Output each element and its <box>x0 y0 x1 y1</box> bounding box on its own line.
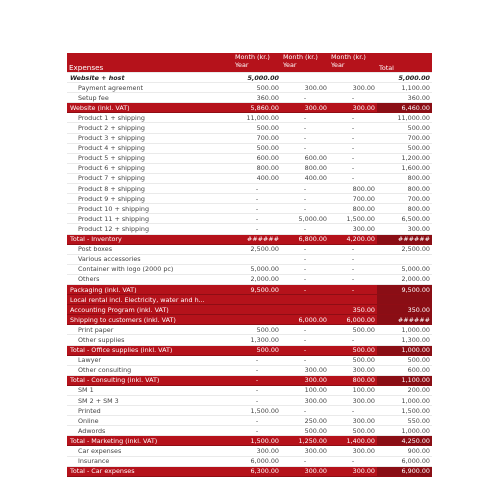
total-cell <box>377 254 432 264</box>
total-cell: 350.00 <box>377 305 432 315</box>
value-cell: 1,500.00 <box>233 436 281 446</box>
value-cell: 800.00 <box>329 204 377 214</box>
value-cell: 6,000.00 <box>233 456 281 466</box>
value-cell: 350.00 <box>329 305 377 315</box>
value-cell: - <box>233 396 281 406</box>
value-cell: 300.00 <box>281 83 329 93</box>
value-cell: 500.00 <box>233 83 281 93</box>
value-cell: 360.00 <box>233 93 281 103</box>
value-cell: - <box>233 194 281 204</box>
value-cell <box>281 73 329 83</box>
value-cell: - <box>281 284 329 294</box>
row-label: Payment agreement <box>67 83 233 93</box>
table-row <box>67 214 432 224</box>
value-cell: 300.00 <box>329 103 377 113</box>
value-cell: 11,000.00 <box>233 113 281 123</box>
value-cell: - <box>281 254 329 264</box>
total-cell: 1,600.00 <box>377 163 432 173</box>
value-cell: 1,250.00 <box>281 436 329 446</box>
total-cell: 1,300.00 <box>377 335 432 345</box>
value-cell: 300.00 <box>329 396 377 406</box>
row-label: Various accessories <box>67 254 233 264</box>
table-row <box>67 426 432 436</box>
column-header-expenses: Expenses <box>67 53 233 73</box>
value-cell: - <box>329 254 377 264</box>
row-label: Total - Inventory <box>67 234 233 244</box>
row-label: Product 9 + shipping <box>67 194 233 204</box>
value-cell: - <box>281 406 329 416</box>
row-label: Car expenses <box>67 446 233 456</box>
total-cell: 1,000.00 <box>377 325 432 335</box>
total-cell: 600.00 <box>377 365 432 375</box>
total-cell: 6,500.00 <box>377 214 432 224</box>
value-cell: - <box>281 274 329 284</box>
total-cell: 500.00 <box>377 123 432 133</box>
row-label: Other consulting <box>67 365 233 375</box>
value-cell: - <box>233 365 281 375</box>
total-row <box>67 315 432 325</box>
value-cell: 300.00 <box>281 396 329 406</box>
value-cell: - <box>281 335 329 345</box>
row-label: Product 5 + shipping <box>67 153 233 163</box>
table-row <box>67 385 432 395</box>
total-row <box>67 375 432 385</box>
value-cell: - <box>281 133 329 143</box>
row-label: Other supplies <box>67 335 233 345</box>
value-cell: 2,500.00 <box>233 244 281 254</box>
total-row <box>67 284 432 294</box>
value-cell: - <box>281 123 329 133</box>
value-cell: 6,800.00 <box>281 234 329 244</box>
value-cell: 300.00 <box>281 446 329 456</box>
row-label: Website (inkl. VAT) <box>67 103 233 113</box>
value-cell: - <box>329 335 377 345</box>
value-cell: - <box>281 456 329 466</box>
table-row <box>67 406 432 416</box>
table-row <box>67 204 432 214</box>
total-row <box>67 436 432 446</box>
total-cell: 700.00 <box>377 194 432 204</box>
column-header-period-3: Month (kr.) Year <box>329 53 377 73</box>
value-cell: 400.00 <box>233 173 281 183</box>
table-row <box>67 396 432 406</box>
value-cell <box>329 73 377 83</box>
row-label: Website + host <box>67 73 233 83</box>
row-label: Product 12 + shipping <box>67 224 233 234</box>
value-cell <box>329 295 377 305</box>
total-cell: ###### <box>377 234 432 244</box>
table-row <box>67 194 432 204</box>
row-label: Post boxes <box>67 244 233 254</box>
total-cell: 1,200.00 <box>377 153 432 163</box>
total-cell: 550.00 <box>377 416 432 426</box>
value-cell: 100.00 <box>329 385 377 395</box>
total-cell: 900.00 <box>377 446 432 456</box>
total-cell: 4,250.00 <box>377 436 432 446</box>
row-label: SM 1 <box>67 385 233 395</box>
value-cell: 1,300.00 <box>233 335 281 345</box>
expenses-table <box>67 53 432 477</box>
value-cell: - <box>281 224 329 234</box>
value-cell: - <box>281 244 329 254</box>
value-cell: 1,400.00 <box>329 436 377 446</box>
value-cell: 300.00 <box>329 416 377 426</box>
value-cell: 2,000.00 <box>233 274 281 284</box>
value-cell: 300.00 <box>329 83 377 93</box>
row-label: Product 4 + shipping <box>67 143 233 153</box>
row-label: Others <box>67 274 233 284</box>
value-cell: 300.00 <box>233 446 281 456</box>
total-cell: 800.00 <box>377 204 432 214</box>
row-label: Printed <box>67 406 233 416</box>
value-cell: 250.00 <box>281 416 329 426</box>
value-cell: - <box>233 355 281 365</box>
section-row <box>67 73 432 83</box>
total-cell: 5,000.00 <box>377 264 432 274</box>
value-cell: 300.00 <box>281 103 329 113</box>
value-cell: - <box>281 204 329 214</box>
value-cell: - <box>233 416 281 426</box>
value-cell <box>233 254 281 264</box>
table-row <box>67 254 432 264</box>
value-cell: 6,000.00 <box>281 315 329 325</box>
table-row <box>67 93 432 103</box>
table-row <box>67 153 432 163</box>
row-label: Online <box>67 416 233 426</box>
value-cell: 800.00 <box>233 163 281 173</box>
value-cell: 700.00 <box>233 133 281 143</box>
value-cell: 6,300.00 <box>233 466 281 476</box>
value-cell: 5,000.00 <box>233 73 281 83</box>
total-cell: 1,100.00 <box>377 83 432 93</box>
table-row <box>67 184 432 194</box>
value-cell: - <box>329 133 377 143</box>
row-label: Total - Marketing (inkl. VAT) <box>67 436 233 446</box>
row-label: Product 2 + shipping <box>67 123 233 133</box>
value-cell: 500.00 <box>233 325 281 335</box>
total-row <box>67 295 432 305</box>
value-cell: - <box>329 113 377 123</box>
value-cell: 300.00 <box>281 375 329 385</box>
value-cell: 5,860.00 <box>233 103 281 113</box>
value-cell: - <box>329 274 377 284</box>
total-cell <box>377 295 432 305</box>
value-cell: 500.00 <box>233 123 281 133</box>
value-cell: - <box>233 375 281 385</box>
table-row <box>67 244 432 254</box>
value-cell: 500.00 <box>329 345 377 355</box>
total-cell: 11,000.00 <box>377 113 432 123</box>
total-cell: 800.00 <box>377 173 432 183</box>
value-cell: - <box>329 153 377 163</box>
table-row <box>67 163 432 173</box>
total-cell: 500.00 <box>377 355 432 365</box>
value-cell: - <box>329 284 377 294</box>
row-label: Setup fee <box>67 93 233 103</box>
table-row <box>67 335 432 345</box>
table-row <box>67 224 432 234</box>
column-header-total: Total <box>377 53 432 73</box>
value-cell: ###### <box>233 234 281 244</box>
total-cell: 2,000.00 <box>377 274 432 284</box>
value-cell: 800.00 <box>329 375 377 385</box>
total-row <box>67 103 432 113</box>
column-header-period-1: Month (kr.) Year <box>233 53 281 73</box>
value-cell: 300.00 <box>329 365 377 375</box>
row-label: Product 6 + shipping <box>67 163 233 173</box>
value-cell: - <box>281 345 329 355</box>
value-cell: 100.00 <box>281 385 329 395</box>
row-label: Lawyer <box>67 355 233 365</box>
table-row <box>67 456 432 466</box>
row-label: Adwords <box>67 426 233 436</box>
table-row <box>67 365 432 375</box>
total-cell: 1,500.00 <box>377 406 432 416</box>
total-cell: 200.00 <box>377 385 432 395</box>
value-cell <box>233 315 281 325</box>
value-cell: - <box>281 355 329 365</box>
row-label: Product 8 + shipping <box>67 184 233 194</box>
table-row <box>67 446 432 456</box>
total-cell: 1,000.00 <box>377 426 432 436</box>
total-cell: 6,900.00 <box>377 466 432 476</box>
value-cell: 6,000.00 <box>329 315 377 325</box>
table-row <box>67 113 432 123</box>
total-cell: ###### <box>377 315 432 325</box>
row-label: Product 1 + shipping <box>67 113 233 123</box>
value-cell: - <box>281 325 329 335</box>
total-cell: 2,500.00 <box>377 244 432 254</box>
value-cell: 500.00 <box>233 143 281 153</box>
table-row <box>67 264 432 274</box>
value-cell: 300.00 <box>329 224 377 234</box>
value-cell: - <box>329 123 377 133</box>
value-cell: 500.00 <box>233 345 281 355</box>
value-cell: 4,200.00 <box>329 234 377 244</box>
value-cell: - <box>329 456 377 466</box>
table-row <box>67 123 432 133</box>
value-cell: - <box>329 406 377 416</box>
table-row <box>67 133 432 143</box>
value-cell: 300.00 <box>281 466 329 476</box>
header-row <box>67 53 432 73</box>
value-cell: 500.00 <box>329 325 377 335</box>
value-cell <box>281 305 329 315</box>
value-cell: 1,500.00 <box>329 214 377 224</box>
value-cell: - <box>281 194 329 204</box>
value-cell: - <box>281 264 329 274</box>
value-cell: - <box>233 204 281 214</box>
total-cell: 300.00 <box>377 224 432 234</box>
value-cell: 700.00 <box>329 194 377 204</box>
value-cell: - <box>329 173 377 183</box>
total-cell: 1,100.00 <box>377 375 432 385</box>
value-cell: 300.00 <box>329 446 377 456</box>
total-cell: 500.00 <box>377 143 432 153</box>
value-cell: - <box>329 143 377 153</box>
value-cell: - <box>281 93 329 103</box>
value-cell <box>233 295 281 305</box>
value-cell: 600.00 <box>281 153 329 163</box>
total-cell: 1,000.00 <box>377 396 432 406</box>
value-cell: 400.00 <box>281 173 329 183</box>
row-label: Shipping to customers (inkl. VAT) <box>67 315 233 325</box>
row-label: Product 10 + shipping <box>67 204 233 214</box>
value-cell: - <box>281 113 329 123</box>
row-label: Total - Office supplies (inkl. VAT) <box>67 345 233 355</box>
value-cell: 500.00 <box>281 426 329 436</box>
total-cell: 800.00 <box>377 184 432 194</box>
value-cell: 5,000.00 <box>281 214 329 224</box>
table-row <box>67 416 432 426</box>
row-label: Total - Car expenses <box>67 466 233 476</box>
value-cell <box>281 295 329 305</box>
value-cell: 800.00 <box>281 163 329 173</box>
total-row <box>67 234 432 244</box>
table-row <box>67 173 432 183</box>
row-label: Local rental incl. Electricity, water and h... <box>67 295 233 305</box>
value-cell: 800.00 <box>329 184 377 194</box>
total-cell: 9,500.00 <box>377 284 432 294</box>
total-cell: 5,000.00 <box>377 73 432 83</box>
value-cell: 1,500.00 <box>233 406 281 416</box>
value-cell: 300.00 <box>281 365 329 375</box>
table-row <box>67 325 432 335</box>
value-cell: - <box>281 143 329 153</box>
table-row <box>67 83 432 93</box>
value-cell: - <box>329 244 377 254</box>
row-label: Accounting Program (inkl. VAT) <box>67 305 233 315</box>
row-label: Container with logo (2000 pc) <box>67 264 233 274</box>
total-cell: 360.00 <box>377 93 432 103</box>
table-row <box>67 143 432 153</box>
value-cell: - <box>329 163 377 173</box>
total-cell: 6,000.00 <box>377 456 432 466</box>
row-label: SM 2 + SM 3 <box>67 396 233 406</box>
row-label: Total - Consulting (inkl. VAT) <box>67 375 233 385</box>
row-label: Print paper <box>67 325 233 335</box>
total-cell: 700.00 <box>377 133 432 143</box>
value-cell: - <box>233 385 281 395</box>
table-row <box>67 355 432 365</box>
row-label: Product 7 + shipping <box>67 173 233 183</box>
value-cell: 300.00 <box>329 466 377 476</box>
total-row <box>67 345 432 355</box>
value-cell: 9,500.00 <box>233 284 281 294</box>
total-cell: 6,460.00 <box>377 103 432 113</box>
row-label: Packaging (inkl. VAT) <box>67 284 233 294</box>
value-cell: - <box>233 214 281 224</box>
value-cell: 500.00 <box>329 355 377 365</box>
row-label: Product 11 + shipping <box>67 214 233 224</box>
column-header-period-2: Month (kr.) Year <box>281 53 329 73</box>
total-row <box>67 466 432 476</box>
value-cell: - <box>233 426 281 436</box>
value-cell: - <box>329 93 377 103</box>
value-cell: 5,000.00 <box>233 264 281 274</box>
value-cell: - <box>281 184 329 194</box>
value-cell: - <box>233 224 281 234</box>
total-cell: 1,000.00 <box>377 345 432 355</box>
value-cell: - <box>329 264 377 274</box>
value-cell <box>233 305 281 315</box>
row-label: Product 3 + shipping <box>67 133 233 143</box>
total-row <box>67 305 432 315</box>
value-cell: 600.00 <box>233 153 281 163</box>
value-cell: 500.00 <box>329 426 377 436</box>
row-label: Insurance <box>67 456 233 466</box>
value-cell: - <box>233 184 281 194</box>
table-row <box>67 274 432 284</box>
